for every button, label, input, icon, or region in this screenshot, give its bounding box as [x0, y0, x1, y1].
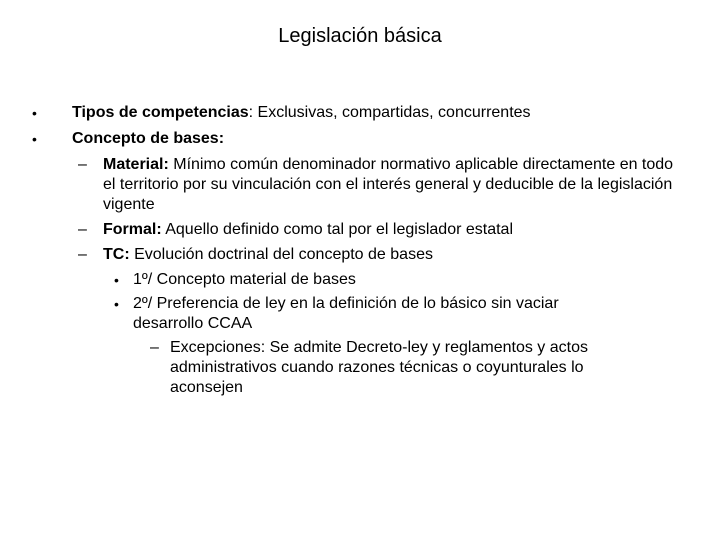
item-text: Mínimo común denominador normativo aplicable directamente en todo el territorio por su vinculación con el interés general y deducible de la legislación vigente — [103, 156, 674, 213]
item-lead: Tipos de competencias — [72, 104, 249, 121]
bullet-marker: • — [114, 272, 119, 288]
bullet-marker: • — [32, 131, 37, 147]
slide-title: Legislación básica — [278, 25, 442, 47]
list-item — [0, 155, 688, 215]
item-text: Aquello definido como tal por el legislador estatal — [161, 221, 513, 238]
item-text: 1º/ Concepto material de bases — [133, 271, 356, 288]
list-item — [0, 294, 633, 334]
bullet-marker: • — [32, 105, 37, 121]
item-lead: Material: — [103, 156, 169, 173]
item-lead: Concepto de bases: — [72, 130, 225, 147]
list-item — [0, 245, 688, 265]
list-item — [0, 338, 650, 398]
bullet-marker: • — [114, 296, 119, 312]
list-item — [0, 103, 682, 123]
list-item — [0, 220, 688, 240]
dash-marker: – — [78, 221, 87, 238]
item-text: 2º/ Preferencia de ley en la definición de lo básico sin vaciar desarrollo CCAA — [133, 295, 559, 332]
list-item — [0, 129, 682, 149]
dash-marker: – — [78, 156, 87, 173]
item-text: Excepciones: Se admite Decreto-ley y reglamentos y actos administrativos cuando razones técnicas o coyunturales lo aconsejen — [170, 339, 588, 396]
dash-marker: – — [150, 339, 159, 356]
item-text: : Exclusivas, compartidas, concurrentes — [248, 104, 531, 121]
item-text: Evolución doctrinal del concepto de bases — [129, 246, 433, 263]
item-lead: TC: — [103, 246, 130, 263]
dash-marker: – — [78, 246, 87, 263]
list-item — [0, 270, 633, 290]
bullet-list — [0, 103, 720, 402]
item-lead: Formal: — [103, 221, 162, 238]
